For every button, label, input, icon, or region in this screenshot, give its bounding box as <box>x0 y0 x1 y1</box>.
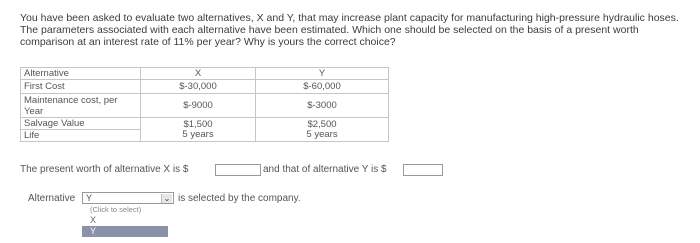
pv-text-before: The present worth of alternative X is $ <box>20 164 189 175</box>
cell-y: $-60,000 <box>256 80 389 94</box>
dropdown-option-x[interactable]: X <box>90 215 97 225</box>
row-label: First Cost <box>21 80 141 94</box>
alternative-label: Alternative <box>28 193 76 204</box>
pv-x-input[interactable] <box>215 164 261 176</box>
pv-y-input[interactable] <box>403 164 443 176</box>
table-header-row <box>21 68 389 80</box>
cell-x: $-30,000 <box>141 80 256 94</box>
table-row <box>21 80 389 94</box>
table-row <box>21 94 389 118</box>
alternative-dropdown <box>82 205 168 237</box>
dropdown-option-y[interactable]: Y <box>82 226 168 237</box>
cell-x: 5 years <box>182 128 214 140</box>
table-row <box>21 118 389 130</box>
row-label: Maintenance cost, per Year <box>21 94 141 118</box>
header-label: Alternative <box>21 68 141 80</box>
selection-suffix: is selected by the company. <box>178 193 301 204</box>
row-label: Salvage Value <box>21 118 141 130</box>
dropdown-hint: (Click to select) <box>90 205 142 214</box>
cell-y: 5 years <box>306 128 338 140</box>
pv-text-middle: and that of alternative Y is $ <box>263 164 387 175</box>
row-label: Life <box>21 130 141 142</box>
header-y: Y <box>256 68 389 80</box>
header-x: X <box>141 68 256 80</box>
cell-x: $-9000 <box>141 94 256 118</box>
cell-x: $1,500 <box>183 118 213 130</box>
cell-y-stack <box>256 118 389 142</box>
cell-y: $-3000 <box>256 94 389 118</box>
question-text: You have been asked to evaluate two alternatives, X and Y, that may increase plant capacity for manufacturing high-pressure hydraulic hoses. The parameters associated with each alternative have been estimated. Which one should be selected on the basis of a present worth comparison at an interest rate of 11% per year? Why is yours the correct choice? <box>20 12 679 48</box>
alternative-select-value: Y <box>86 193 93 203</box>
alternative-select[interactable] <box>82 192 174 204</box>
cell-y: $2,500 <box>307 118 337 130</box>
parameters-table <box>20 67 389 142</box>
cell-x-stack <box>141 118 256 142</box>
chevron-down-icon[interactable]: ⌄ <box>161 194 172 203</box>
